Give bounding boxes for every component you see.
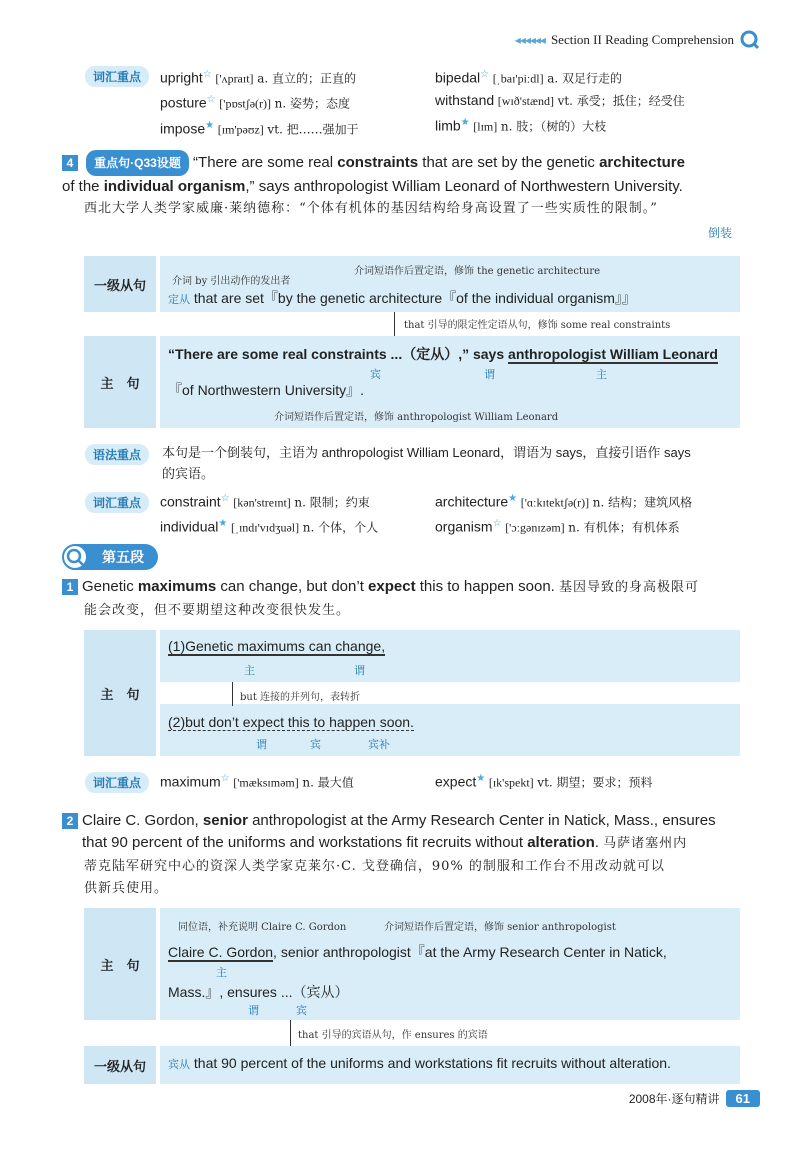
vocab-item: upright☆ ['ʌpraɪt] a. 直立的；正直的 xyxy=(160,69,356,86)
connector-line xyxy=(394,312,395,336)
p5-sentence-2: 2 Claire C. Gordon, senior anthropologist at the Army Research Center in Natick, Mass., ensures that 90 percent of the uniforms and workstations fit recruits without alteration. 马萨诸塞州内 xyxy=(62,810,752,855)
vocab-list-right xyxy=(435,488,765,539)
vocab-item: posture☆ ['pɒstʃə(r)] n. 姿势；态度 xyxy=(160,94,351,111)
annotation-by: 介词 by 引出动作的发出者 xyxy=(172,276,291,287)
main-line-2: Mass.』, ensures ...（宾从） xyxy=(168,984,349,1000)
vocab-item: withstand [wɪð'stænd] vt. 承受；抵住；经受住 xyxy=(435,92,685,109)
annotation-but: but 连接的并列句，表转折 xyxy=(240,692,361,703)
annotation-that-clause: that 引导的限定性定语从句，修饰 some real constraints xyxy=(404,320,671,331)
label-object: 宾 xyxy=(296,1004,307,1017)
vocab-item: expect★ [ɪk'spekt] vt. 期望；要求；预料 xyxy=(435,773,653,790)
row-label-main: 主 句 xyxy=(84,630,156,756)
arrows-icon: ◂◂◂◂◂◂ xyxy=(514,32,545,47)
annotation-object-clause: that 引导的宾语从句，作 ensures 的宾语 xyxy=(298,1030,488,1041)
inversion-badge: 倒装 xyxy=(708,226,733,240)
main-clause-line1: “There are some real constraints ...（定从）,” says anthropologist William Leonard xyxy=(168,346,718,362)
annotation-prep-phrase: 介词短语作后置定语，修饰 the genetic architecture xyxy=(354,266,601,277)
annotation-of-phrase: 介词短语作后置定语，修饰 anthropologist William Leonard xyxy=(274,412,559,423)
vocab-tag: 词汇重点 xyxy=(85,492,149,513)
vocab-item: constraint☆ [kən'streɪnt] n. 限制；约束 xyxy=(160,493,370,510)
vocab-tag: 词汇重点 xyxy=(85,772,149,793)
p5-sentence-1-translation: 能会改变，但不要期望这种改变很快发生。 xyxy=(84,603,351,618)
label-subject: 主 xyxy=(216,966,227,979)
key-sentence-tag: 重点句·Q33设题 xyxy=(86,150,189,176)
p5-sentence-2-translation: 蒂克陆军研究中心的资深人类学家克莱尔·C. 戈登确信，90% 的制服和工作台不用改动就可以 xyxy=(84,859,665,874)
analysis-box-p5s2 xyxy=(84,908,740,1084)
label-subject: 主 xyxy=(244,664,255,677)
page-footer xyxy=(629,1090,760,1107)
vocab-item: architecture★ ['ɑːkɪtektʃə(r)] n. 结构；建筑风格 xyxy=(435,493,693,510)
annotation-prep-phrase: 介词短语作后置定语，修饰 senior anthropologist xyxy=(384,922,616,933)
relative-clause: 定从 that are set『by the genetic architecture『of the individual organism』』 xyxy=(168,290,636,306)
label-object: 宾 xyxy=(370,368,381,381)
vocab-list-left xyxy=(160,64,440,140)
label-predicate: 谓 xyxy=(248,1004,259,1017)
label-predicate: 谓 xyxy=(484,368,495,381)
grammar-note: 本句是一个倒装句，主语为 anthropologist William Leonard，谓语为 says，直接引语作 says 的宾语。 xyxy=(162,445,691,481)
vocab-item: bipedal☆ [ˌbaɪ'piːdl] a. 双足行走的 xyxy=(435,69,622,86)
vocab-item: maximum☆ ['mæksɪməm] n. 最大值 xyxy=(160,773,354,790)
row-label-main: 主 句 xyxy=(84,908,156,1020)
sentence-4-translation: 西北大学人类学家威廉·莱纳德称：“个体有机体的基因结构给身高设置了一些实质性的限制。” xyxy=(84,201,658,216)
label-object-complement: 宾补 xyxy=(368,738,390,751)
row-label-level1: 一级从句 xyxy=(84,256,156,312)
vocab-item: impose★ [ɪm'pəʊz] vt. 把……强加于 xyxy=(160,119,359,136)
main-line-1: Claire C. Gordon, senior anthropologist『at the Army Research Center in Natick, xyxy=(168,944,667,960)
vocab-tag: 词汇重点 xyxy=(85,66,149,87)
label-object: 宾 xyxy=(310,738,321,751)
label-subject: 主 xyxy=(596,368,607,381)
footer-text: 2008年·逐句精讲 xyxy=(628,1092,720,1106)
analysis-box-p5s1 xyxy=(84,630,740,756)
running-header xyxy=(515,30,760,50)
row-label-level1: 一级从句 xyxy=(84,1046,156,1084)
analysis-box-4 xyxy=(84,256,740,428)
main-clause-line2: 『of Northwestern University』. xyxy=(168,382,365,398)
sentence-4: 4 重点句·Q33设题 “There are some real constraints that are set by the genetic architecture of the individual organism,” says anthropologist William Leonard of Northwestern University. xyxy=(62,150,752,198)
q-logo-icon xyxy=(740,30,760,50)
vocab-item: limb★ [lɪm] n. 肢；（树的）大枝 xyxy=(435,117,607,134)
q-logo-icon xyxy=(62,544,88,570)
vocab-list-left xyxy=(160,488,440,539)
section-5-heading: 第五段 xyxy=(62,544,158,570)
vocab-list-right xyxy=(435,64,765,138)
connector-line xyxy=(232,682,233,706)
p5-sentence-1: 1 Genetic maximums can change, but don’t expect this to happen soon. 基因导致的身高极限可 xyxy=(62,576,752,599)
p5-sentence-2-translation-cont: 供新兵使用。 xyxy=(84,881,169,896)
label-predicate: 谓 xyxy=(354,664,365,677)
vocab-item: individual★ [ˌɪndɪ'vɪdʒuəl] n. 个体，个人 xyxy=(160,518,379,535)
sentence-number: 4 xyxy=(62,155,78,171)
clause-1: (1)Genetic maximums can change, xyxy=(168,638,386,654)
vocab-item: organism☆ ['ɔːgənɪzəm] n. 有机体；有机体系 xyxy=(435,518,680,535)
annotation-appositive: 同位语，补充说明 Claire C. Gordon xyxy=(178,922,347,933)
label-predicate: 谓 xyxy=(256,738,267,751)
object-clause: 宾从 that 90 percent of the uniforms and workstations fit recruits without alteration. xyxy=(168,1055,671,1071)
clause-2: (2)but don’t expect this to happen soon. xyxy=(168,714,414,730)
grammar-tag: 语法重点 xyxy=(85,444,149,465)
section-title: Section II Reading Comprehension xyxy=(550,32,734,47)
connector-line xyxy=(290,1020,291,1046)
page-number: 61 xyxy=(726,1090,760,1107)
row-label-main: 主 句 xyxy=(84,336,156,428)
